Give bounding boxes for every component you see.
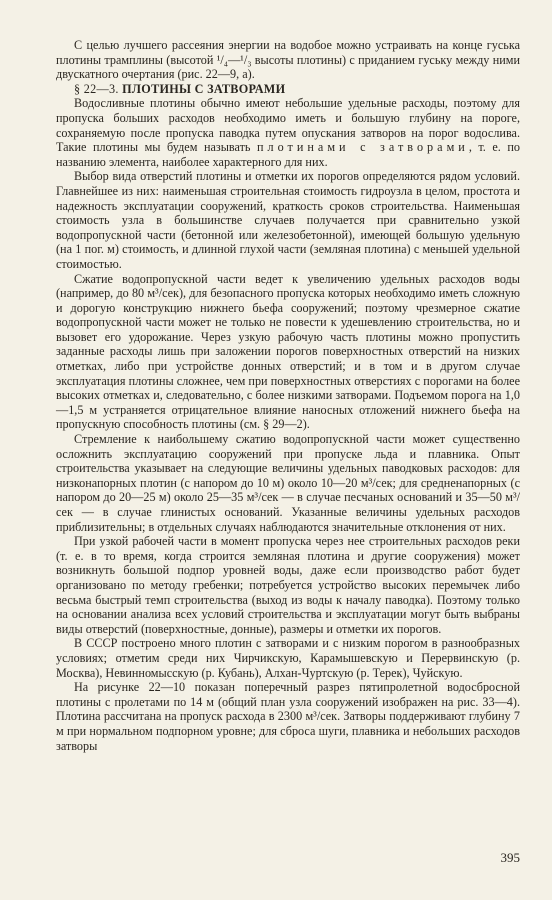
paragraph-5: При узкой рабочей части в момент пропуска через нее строительных расходов реки (т. е. в то время, когда строится земляная плотина и другие сооружения) может возникнуть большой подпор уровней воды, даже если производство работ будет организовано по методу гребенки; потребуется устройство высоких перемычек либо весьма быстрый темп строительства (выход из воды к началу паводка). Поэтому только на основании анализа всех условий строительства и эксплуатации могут быть выбраны виды отверстий (поверхностные, донные), размеры и отметки их порогов. [56, 534, 520, 636]
paragraph-2: Выбор вида отверстий плотины и отметки их порогов определяются рядом условий. Главнейшее из них: наименьшая строительная стоимость гидроузла в целом, простота и надежность эксплуатации сооружений, краткость сроков строительства. Наименьшая стоимость узла в большинстве случаев получается при сравнительно узкой водопропускной части (бетонной или железобетонной), имеющей большую удельную (на 1 пог. м) стоимость, и длинной глухой части (земляная плотина) с меньшей удельной стоимостью. [56, 169, 520, 271]
paragraph-1-spaced-term: плотинами с затворами [257, 140, 469, 155]
paragraph-6: В СССР построено много плотин с затворами и с низким порогом в разнообразных условиях; отметим среди них Чирчикскую, Карамышевскую и Перервинскую (р. Москва), Невинномысскую (р. Кубань), Алхан-Чуртскую (р. Терек), Чуйскую. [56, 636, 520, 680]
page-number: 395 [500, 850, 520, 865]
section-title: ПЛОТИНЫ С ЗАТВОРАМИ [122, 81, 286, 96]
intro-paragraph: С целью лучшего рассеяния энергии на водобое можно устраивать на конце гуська плотины трамплины (высотой ¹/₄—¹/₃ высоты плотины) с приданием гуську между ними двускатного очертания (рис. 22—9, а). [56, 38, 520, 82]
paragraph-4: Стремление к наибольшему сжатию водопропускной части может существенно осложнить эксплуатацию сооружений при пропуске льда и плавника. Опыт строительства указывает на следующие величины удельных паводковых расходов: для низконапорных плотин (с напором до 10 м) около 10—20 м³/сек; для средненапорных (с напором до 20—25 м) около 25—35 м³/сек — в случае песчаных оснований и 35—50 м³/сек — в случае глинистых оснований. Указанные величины удельных расходов приблизительны; в отдельных случаях наблюдаются значительные отклонения от них. [56, 432, 520, 534]
paragraph-1 [56, 96, 520, 169]
paragraph-7: На рисунке 22—10 показан поперечный разрез пятипролетной водосбросной плотины с пролетами по 14 м (общий план узла сооружений изображен на рис. 33—4). Плотина рассчитана на пропуск расхода в 2300 м³/сек. Затворы поддерживают глубину 7 м при нормальном подпорном уровне; для сброса шуги, плавника и небольших расходов затворы [56, 680, 520, 753]
paragraph-1-before: Водосливные плотины обычно имеют небольшие удельные расходы, поэтому для пропуска больших расходов необходимо иметь и большую глубину на пороге, сохраняемую после пропуска паводка путем опускания затворов на порог водослива. Такие плотины мы будем называть [56, 96, 520, 155]
paragraph-3: Сжатие водопропускной части ведет к увеличению удельных расходов воды (например, до 80 м³/сек), для безопасного пропуска которых необходимо иметь сложную и дорогую конструкцию нижнего бьефа сооружений; поэтому чрезмерное сжатие водопропускной части может не только не повести к удешевлению строительства, но и вызовет его удорожание. Через узкую рабочую часть плотины можно пропустить заданные расходы лишь при заложении порогов поверхностных отверстий на низких отметках, либо при устройстве донных отверстий; и в том и в другом случае эксплуатация плотины сложнее, чем при поверхностных отверстиях с порогами на более высоких отметках и, следовательно, с более низкими затворами. Подъемом порога на 1,0—1,5 м устраняется отрицательное влияние наносных отложений нижнего бьефа на пропускную способность плотины (см. § 29—2). [56, 271, 520, 432]
section-number: § 22—3. [74, 81, 119, 96]
section-heading [56, 82, 520, 97]
paragraph-1-after: , т. е. по названию элемента, наиболее характерного для них. [56, 140, 521, 169]
